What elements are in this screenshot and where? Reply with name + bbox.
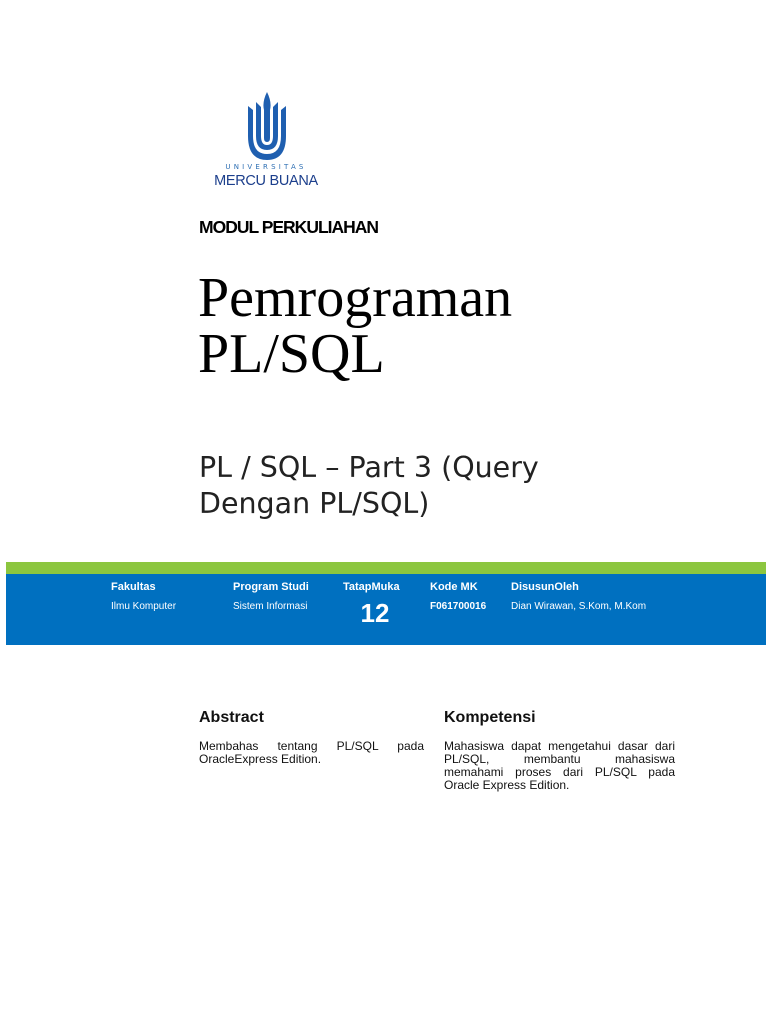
- module-label: MODUL PERKULIAHAN: [199, 217, 379, 237]
- program-studi-label: Program Studi: [233, 581, 309, 593]
- kode-mk-column: [430, 580, 486, 614]
- disusun-oleh-label: DisusunOleh: [511, 581, 579, 593]
- university-logo: [198, 88, 336, 198]
- tatap-muka-column: [343, 580, 407, 628]
- tatap-muka-value: 12: [360, 598, 390, 628]
- title-line-1: Pemrograman: [198, 267, 513, 329]
- program-studi-column: [233, 580, 309, 614]
- fakultas-label: Fakultas: [111, 581, 156, 593]
- title-line-2: PL/SQL: [198, 323, 385, 385]
- green-accent-bar: [6, 562, 766, 574]
- disusun-oleh-value: Dian Wirawan, S.Kom, M.Kom: [511, 601, 647, 612]
- mercu-buana-emblem-icon: [198, 88, 336, 164]
- kode-mk-value: F061700016: [430, 601, 487, 612]
- fakultas-column: [111, 580, 176, 614]
- abstract-text: Membahas tentang PL/SQL pada OracleExpress Edition.: [199, 739, 424, 766]
- program-studi-value: Sistem Informasi: [233, 601, 308, 612]
- document-subtitle: PL / SQL – Part 3 (Query Dengan PL/SQL): [199, 451, 539, 520]
- fakultas-value: Ilmu Komputer: [111, 601, 177, 612]
- document-title: [198, 267, 718, 385]
- kode-mk-label: Kode MK: [430, 581, 478, 593]
- logo-university-name: MERCU BUANA: [214, 173, 318, 189]
- kompetensi-text: Mahasiswa dapat mengetahui dasar dari PL/SQL, membantu mahasiswa memahami proses dari PL/SQL pada Oracle Express Edition.: [444, 739, 675, 792]
- abstract-heading: Abstract: [199, 709, 264, 726]
- abstract-section: [199, 708, 424, 766]
- kompetensi-section: [444, 708, 675, 792]
- disusun-oleh-column: [511, 580, 646, 614]
- course-info-band: [6, 574, 766, 645]
- logo-universitas-text: UNIVERSITAS: [225, 163, 307, 171]
- tatap-muka-label: TatapMuka: [343, 581, 400, 593]
- kompetensi-heading: Kompetensi: [444, 709, 536, 726]
